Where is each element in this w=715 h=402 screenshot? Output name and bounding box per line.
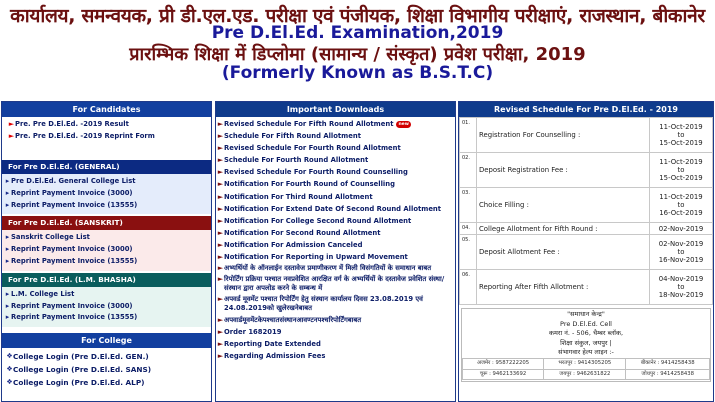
arrow-icon: ►	[217, 328, 224, 337]
row-dates: 11-Oct-2019 to 15-Oct-2019	[650, 153, 713, 188]
row-number: 01.	[460, 118, 477, 153]
row-label: Reporting After Fifth Allotment :	[477, 270, 650, 305]
helpdesk-title: "समाधान केन्द्र"	[567, 310, 605, 318]
reprint-form-link[interactable]	[8, 131, 211, 143]
helpdesk-address: शिक्षा संकुल, जयपुर |	[560, 338, 612, 347]
row-dates: 04-Nov-2019 to 18-Nov-2019	[650, 270, 713, 305]
download-label: रिपोर्टिंग प्रक्रिया पश्चात नवप्रवेशित आरक्षित वर्ग के अभ्यर्थियों के दस्तावेज प्रवेशित संस्था/संस्थान द्वारा अपलोड करने के सम्बन्ध में	[224, 275, 445, 293]
download-item[interactable]	[217, 251, 455, 263]
download-label: Notification For Fourth Round of Counselling	[224, 180, 395, 189]
arrow-icon: ►	[217, 192, 224, 201]
phone-cell: चूरू : 9462133692	[463, 369, 544, 380]
table-row	[463, 369, 710, 380]
link-label: Reprint Payment Invoice (3000)	[11, 245, 133, 254]
download-item[interactable]	[217, 263, 455, 274]
exam-title-hindi: प्रारम्भिक शिक्षा में डिप्लोमा (सामान्य / संस्कृत) प्रवेश परीक्षा, 2019	[129, 44, 586, 65]
link-icon: ▸	[5, 200, 10, 209]
arrow-icon: ►	[217, 156, 224, 165]
link-label: Reprint Payment Invoice (3000)	[11, 301, 133, 310]
table-row	[460, 118, 713, 153]
download-label: Notification For Admission Canceled	[224, 240, 363, 249]
download-item[interactable]	[217, 239, 455, 251]
college-login-sans-link[interactable]	[6, 363, 211, 376]
login-icon: ❖	[6, 378, 13, 387]
download-label: अपवर्ड मूवमेंट पश्चात रिपोर्टिंग हेतु संस्थान कार्यालय दिवस 23.08.2019 एवं 24.08.2019को खुलेरखनेबाबत	[224, 295, 423, 313]
link-label: L.M. College List	[11, 289, 75, 298]
arrow-icon: ►	[217, 316, 224, 325]
arrow-icon: ►	[217, 275, 224, 284]
arrow-icon: ►	[217, 253, 224, 262]
table-row	[460, 270, 713, 305]
arrow-icon: ►	[217, 132, 224, 141]
link-icon: ▸	[5, 188, 10, 197]
row-number: 04.	[460, 223, 477, 235]
schedule-panel-title: Revised Schedule For Pre D.El.Ed. - 2019	[459, 102, 713, 117]
link-label: Reprint Payment Invoice (13555)	[11, 256, 138, 265]
download-item[interactable]	[217, 314, 455, 326]
download-item[interactable]	[217, 274, 455, 294]
candidates-panel	[1, 101, 212, 402]
download-label: Reporting Date Extended	[224, 340, 321, 349]
arrow-icon: ►	[217, 144, 224, 153]
arrow-icon: ►	[217, 228, 224, 237]
download-item[interactable]	[217, 154, 455, 166]
sanskrit-college-list-link[interactable]	[4, 232, 211, 244]
sanskrit-invoice-3000-link[interactable]	[4, 244, 211, 256]
row-label: Deposit Allotment Fee :	[477, 235, 650, 270]
arrow-icon: ►	[217, 168, 224, 177]
arrow-icon: ►	[217, 240, 224, 249]
table-row	[463, 358, 710, 369]
result-link-label: Pre. Pre D.El.Ed. -2019 Result	[15, 120, 129, 128]
download-label: Notification For Second Round Allotment	[224, 228, 381, 237]
arrow-icon: ►	[217, 204, 224, 213]
download-label: Schedule For Fifth Round Allotment	[224, 132, 361, 141]
link-icon: ▸	[5, 177, 10, 185]
row-number: 06.	[460, 270, 477, 305]
arrow-icon: ►	[217, 352, 224, 361]
row-dates: 11-Oct-2019 to 15-Oct-2019	[650, 118, 713, 153]
download-label: Notification For Reporting in Upward Movement	[224, 253, 408, 262]
link-label: Sanskrit College List	[11, 233, 90, 242]
row-number: 05.	[460, 235, 477, 270]
lm-invoice-3000-link[interactable]	[4, 301, 211, 313]
login-icon: ❖	[6, 365, 13, 374]
download-label: अपवार्डमूवमेंटकेपश्चातसंस्थानआवण्टनपश्चरिपोर्टिंगबाबत	[224, 316, 362, 325]
schedule-panel	[458, 101, 714, 402]
row-dates: 11-Oct-2019 to 16-Oct-2019	[650, 188, 713, 223]
phone-cell: अजमेर : 9587222205	[463, 358, 544, 369]
link-label: Reprint Payment Invoice (13555)	[11, 200, 138, 209]
link-icon: ▸	[5, 313, 10, 322]
link-icon: ▸	[5, 233, 10, 242]
phone-cell: बीकानेर : 9414258438	[626, 358, 710, 369]
download-label: Revised Schedule For Fifth Round Allotment	[224, 120, 394, 128]
college-login-alp-link[interactable]	[6, 376, 211, 389]
link-label: Reprint Payment Invoice (13555)	[11, 313, 138, 322]
helpline-table	[462, 358, 710, 380]
row-dates: 02-Nov-2019 to 16-Nov-2019	[650, 235, 713, 270]
lm-section	[2, 287, 211, 327]
helpline-label: संभागवार हेल्प लाइन :-	[558, 348, 614, 357]
link-label: College Login (Pre D.El.Ed. ALP)	[13, 378, 145, 388]
arrow-icon: ►	[217, 180, 224, 189]
exam-title: Pre D.El.Ed. Examination,2019	[211, 23, 504, 43]
link-icon: ▸	[5, 245, 10, 254]
candidates-panel-title: For Candidates	[2, 102, 211, 117]
arrow-icon: ►	[8, 131, 15, 140]
phone-cell: जयपुर : 9462631822	[544, 369, 626, 380]
link-label: College Login (Pre D.El.Ed. GEN.)	[13, 352, 149, 362]
downloads-panel-title: Important Downloads	[216, 102, 455, 117]
lm-invoice-13555-link[interactable]	[4, 312, 211, 324]
sanskrit-section	[2, 230, 211, 270]
arrow-icon: ►	[217, 340, 224, 349]
download-item[interactable]	[217, 166, 455, 178]
download-item[interactable]	[217, 178, 455, 190]
download-item[interactable]	[217, 350, 455, 362]
downloads-list	[216, 117, 455, 363]
login-icon: ❖	[6, 352, 13, 361]
sanskrit-section-title: For Pre D.El.Ed. (SANSKRIT)	[2, 216, 211, 230]
general-invoice-3000-link[interactable]	[4, 188, 211, 200]
link-icon: ▸	[5, 256, 10, 265]
row-number: 03.	[460, 188, 477, 223]
row-label: Registration For Counselling :	[477, 118, 650, 153]
reprint-form-link-label: Pre. Pre D.El.Ed. -2019 Reprint Form	[15, 131, 155, 140]
formerly-known-as: (Formerly Known as B.S.T.C)	[221, 63, 494, 83]
download-label: Order 1682019	[224, 328, 282, 337]
download-label: Notification For Third Round Allotment	[224, 192, 373, 201]
link-icon: ▸	[5, 301, 10, 310]
arrow-icon: ►	[217, 120, 224, 128]
row-label: College Allotment for Fifth Round :	[477, 223, 650, 235]
download-item[interactable]	[217, 227, 455, 239]
table-row	[460, 223, 713, 235]
download-label: Revised Schedule For Fourth Round Counselling	[224, 168, 408, 177]
download-label: Regarding Admission Fees	[224, 352, 326, 361]
link-label: Pre D.El.Ed. General College List	[11, 177, 136, 185]
row-label: Deposit Registration Fee :	[477, 153, 650, 188]
office-title: कार्यालय, समन्वयक, प्री डी.एल.एड. परीक्षा एवं पंजीयक, शिक्षा विभागीय परीक्षाएं, राजस्थान, बीकानेर	[10, 5, 705, 27]
helpdesk-cell: Pre D.El.Ed. Cell	[560, 319, 612, 328]
download-item[interactable]	[217, 203, 455, 215]
download-item[interactable]	[217, 215, 455, 227]
download-label: Schedule For Fourth Round Allotment	[224, 156, 369, 165]
link-label: College Login (Pre D.El.Ed. SANS)	[13, 365, 152, 375]
college-section	[2, 348, 211, 389]
helpdesk-room: कमरा नं. - 506, चैम्बर ब्लॉक,	[548, 329, 624, 338]
page-header	[0, 0, 715, 98]
helpdesk-box	[461, 308, 711, 382]
arrow-icon: ►	[217, 216, 224, 225]
download-item[interactable]	[217, 118, 455, 130]
download-item[interactable]	[217, 294, 455, 314]
download-item[interactable]	[217, 191, 455, 203]
link-label: Reprint Payment Invoice (3000)	[11, 188, 133, 197]
college-login-gen-link[interactable]	[6, 350, 211, 363]
arrow-icon: ►	[217, 264, 224, 273]
sanskrit-invoice-13555-link[interactable]	[4, 256, 211, 268]
download-item[interactable]	[217, 142, 455, 154]
new-badge: new	[398, 121, 409, 127]
download-label: Notification For College Second Round Allotment	[224, 216, 412, 225]
result-link[interactable]	[8, 119, 211, 131]
lm-section-title: For Pre D.El.Ed. (L.M. BHASHA)	[2, 273, 211, 287]
row-dates: 02-Nov-2019	[650, 223, 713, 235]
download-item[interactable]	[217, 326, 455, 338]
arrow-icon: ►	[217, 295, 224, 304]
download-label: अभ्यर्थियों के ऑनलाईन दस्तावेज प्रमाणीकरण में मिली विसंगतियों के समाधान बाबत	[224, 264, 432, 273]
schedule-table	[459, 117, 713, 305]
lm-college-list-link[interactable]	[4, 289, 211, 301]
link-icon: ▸	[5, 289, 10, 298]
college-section-title: For College	[2, 333, 211, 348]
downloads-panel	[215, 101, 456, 402]
phone-cell: जोधपुर : 9414258438	[626, 369, 710, 380]
phone-cell: भरतपुर : 9414305205	[544, 358, 626, 369]
download-label: Notification For Extend Date Of Second Round Allotment	[224, 204, 442, 213]
arrow-icon: ►	[8, 120, 15, 128]
general-section-title: For Pre D.El.Ed. (GENERAL)	[2, 160, 211, 174]
download-label: Revised Schedule For Fourth Round Allotment	[224, 144, 401, 153]
table-row	[460, 235, 713, 270]
general-invoice-13555-link[interactable]	[4, 200, 211, 212]
row-label: Choice Filling :	[477, 188, 650, 223]
download-item[interactable]	[217, 130, 455, 142]
general-section	[2, 174, 211, 214]
table-row	[460, 188, 713, 223]
row-number: 02.	[460, 153, 477, 188]
download-item[interactable]	[217, 338, 455, 350]
table-row	[460, 153, 713, 188]
general-college-list-link[interactable]	[4, 176, 211, 188]
